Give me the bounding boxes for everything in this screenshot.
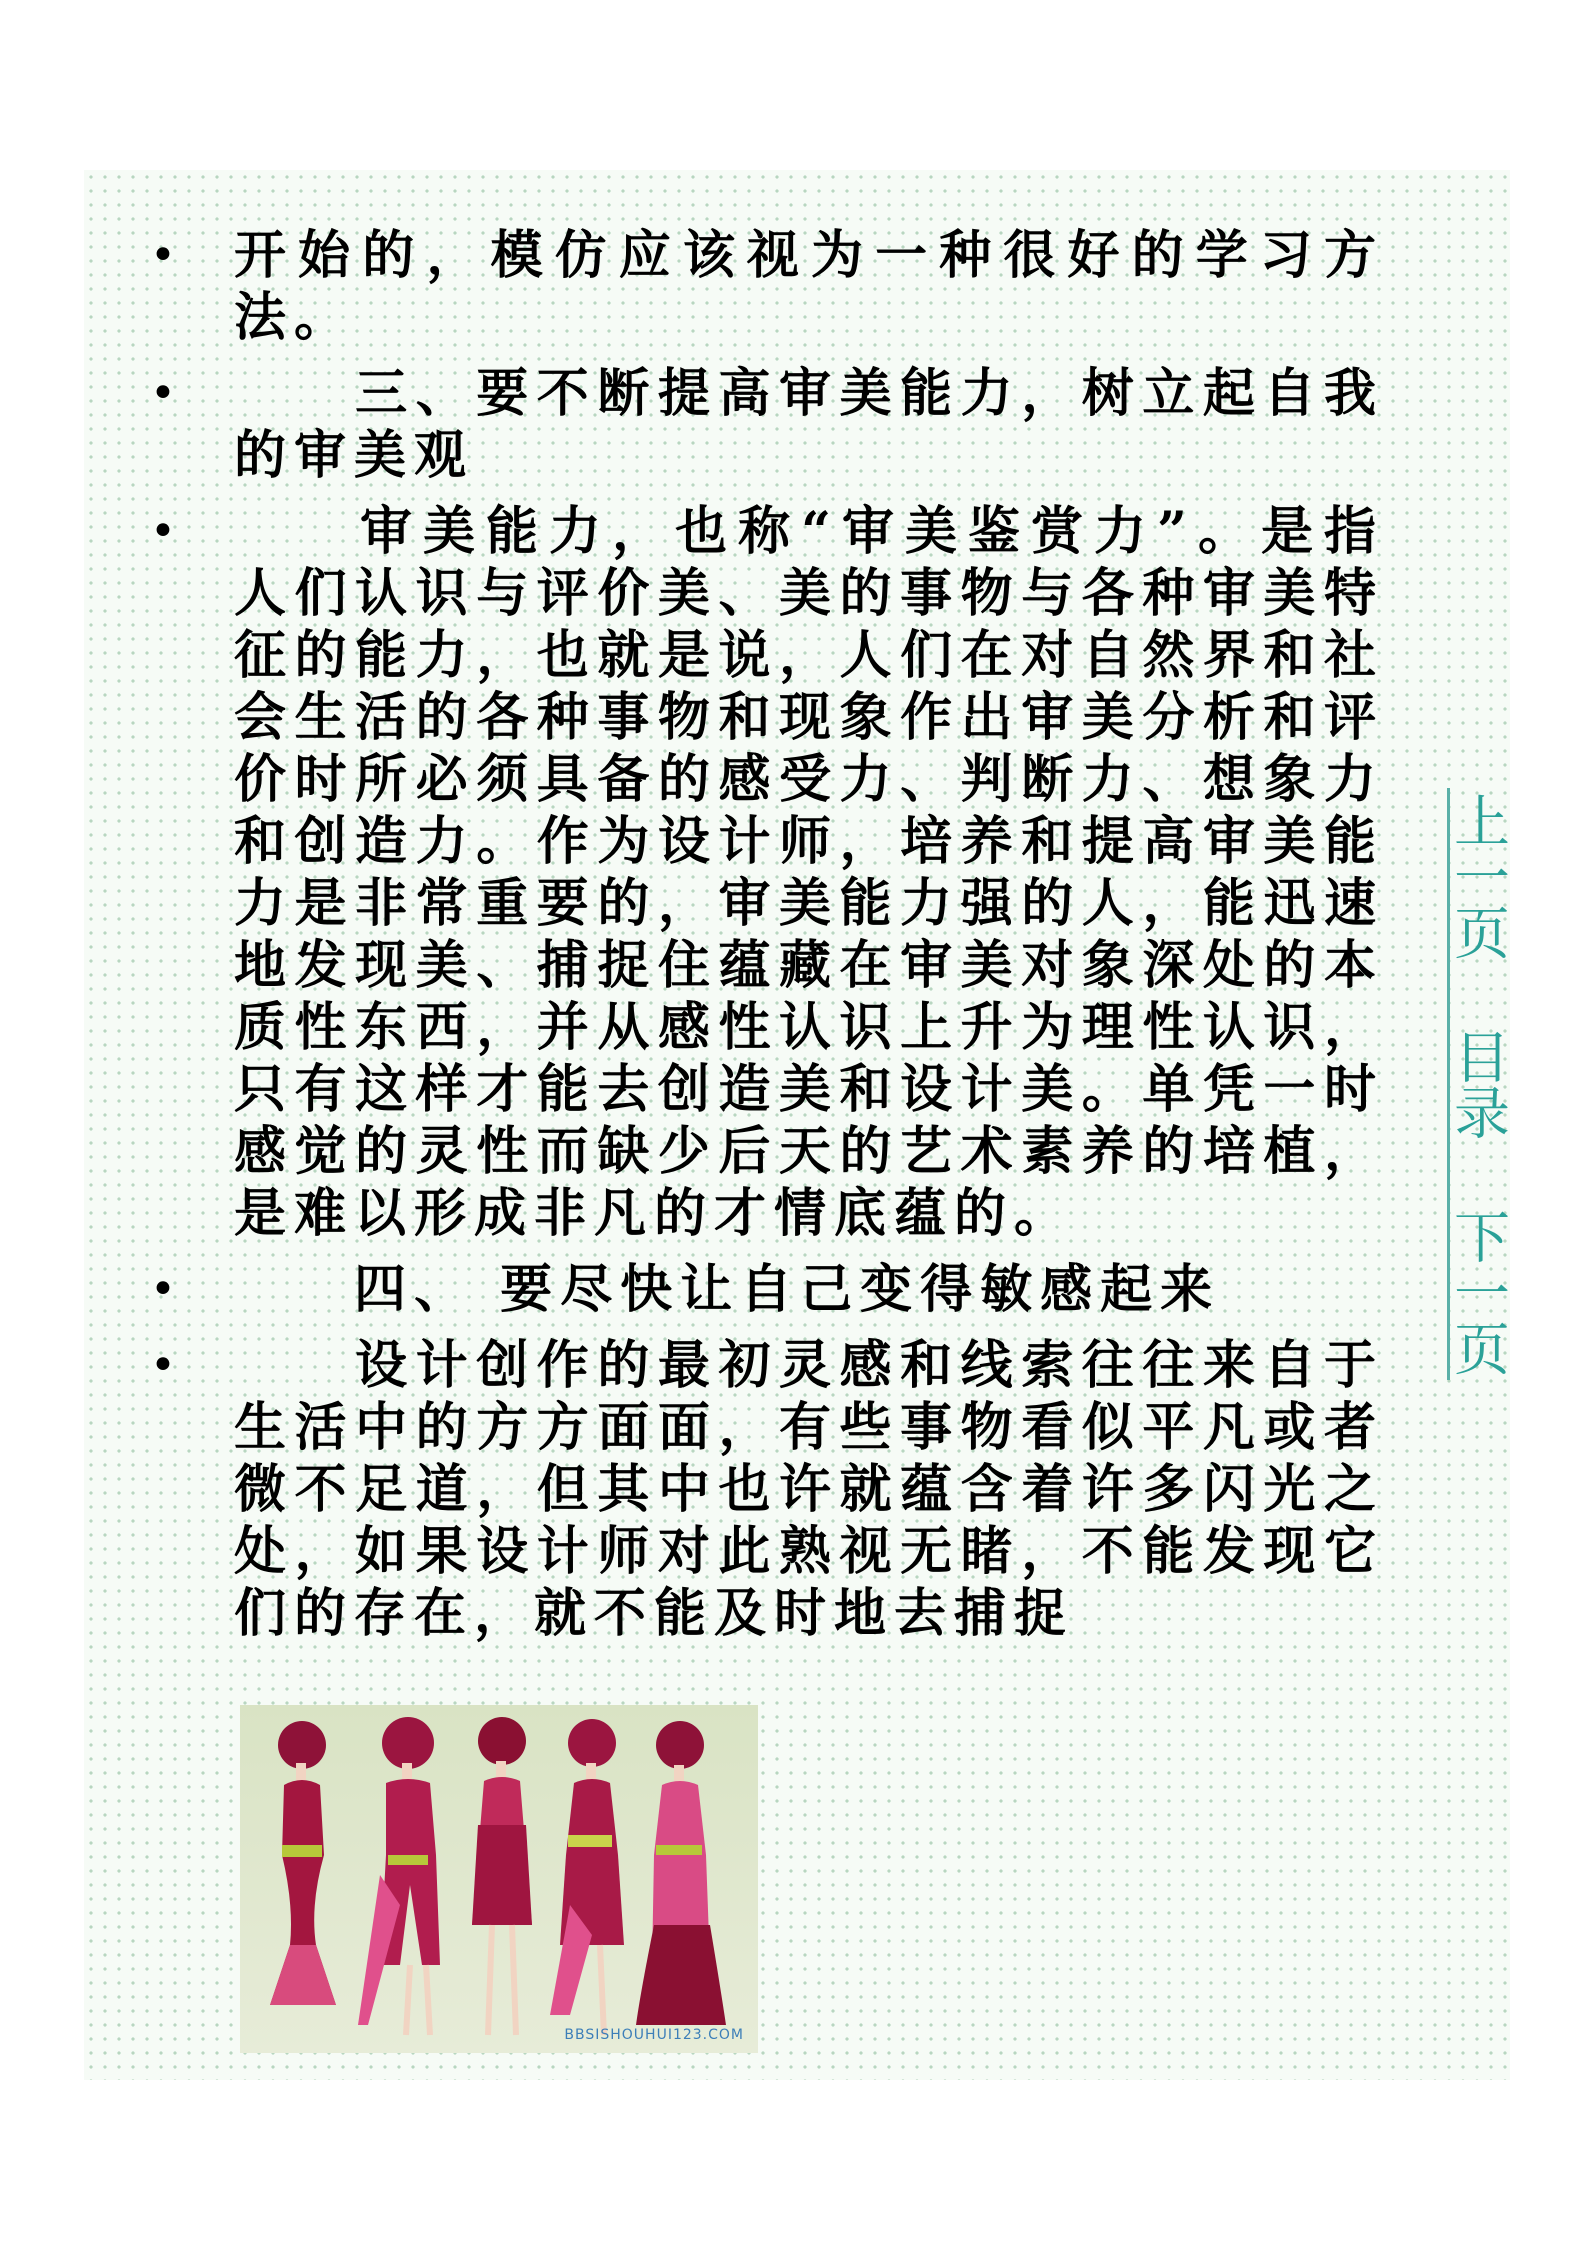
- fashion-figures-illustration: [240, 1705, 758, 2053]
- slide-content: [150, 225, 1390, 1645]
- heading-4: 四、 要尽快让自己变得敏感起来: [234, 1259, 1221, 1320]
- prev-page-link[interactable]: 上一页: [1445, 792, 1510, 960]
- paragraph-aesthetic: 审美能力，也称“审美鉴赏力”。是指人们认识与评价美、美的事物与各种审美特征的能力，也就是说，人们在对自然界和社会生活的各种事物和现象作出审美分析和评价时所必须具备的感受力、判断力、想象力和创造力。作为设计师，培养和提高审美能力是非常重要的，审美能力强的人，能迅速地发现美、捕捉住蕴藏在审美对象深处的本质性东西，并从感性认识上升为理性认识，只有这样才能去创造美和设计美。单凭一时感觉的灵性而缺少后天的艺术素养的培植，是难以形成非凡的才情底蕴的。: [234, 501, 1384, 1244]
- bullet-marker: •: [150, 1340, 176, 1391]
- image-watermark: BBSISHOUHUI123.COM: [564, 2027, 744, 2043]
- bullet-item: [150, 225, 1390, 349]
- heading-3: 三、要不断提高审美能力，树立起自我的审美观: [234, 363, 1384, 486]
- table-of-contents-link[interactable]: 目录: [1445, 1028, 1510, 1140]
- paragraph-1: 开始的，模仿应该视为一种很好的学习方法。: [234, 225, 1384, 348]
- bullet-item: [150, 363, 1390, 487]
- bullet-item: [150, 1335, 1390, 1645]
- bullet-marker: •: [150, 368, 176, 419]
- fashion-illustration-image: [240, 1705, 758, 2053]
- paragraph-inspiration: 设计创作的最初灵感和线索往往来自于生活中的方方面面，有些事物看似平凡或者微不足道，但其中也许就蕴含着许多闪光之处，如果设计师对此熟视无睹，不能发现它们的存在，就不能及时地去捕捉: [234, 1335, 1384, 1644]
- bullet-marker: •: [150, 1264, 176, 1315]
- slide-navigation: [1447, 788, 1510, 1380]
- bullet-item: [150, 1259, 1390, 1321]
- bullet-marker: •: [150, 506, 176, 557]
- next-page-link[interactable]: 下一页: [1445, 1208, 1510, 1376]
- bullet-marker: •: [150, 230, 176, 281]
- bullet-item: [150, 501, 1390, 1245]
